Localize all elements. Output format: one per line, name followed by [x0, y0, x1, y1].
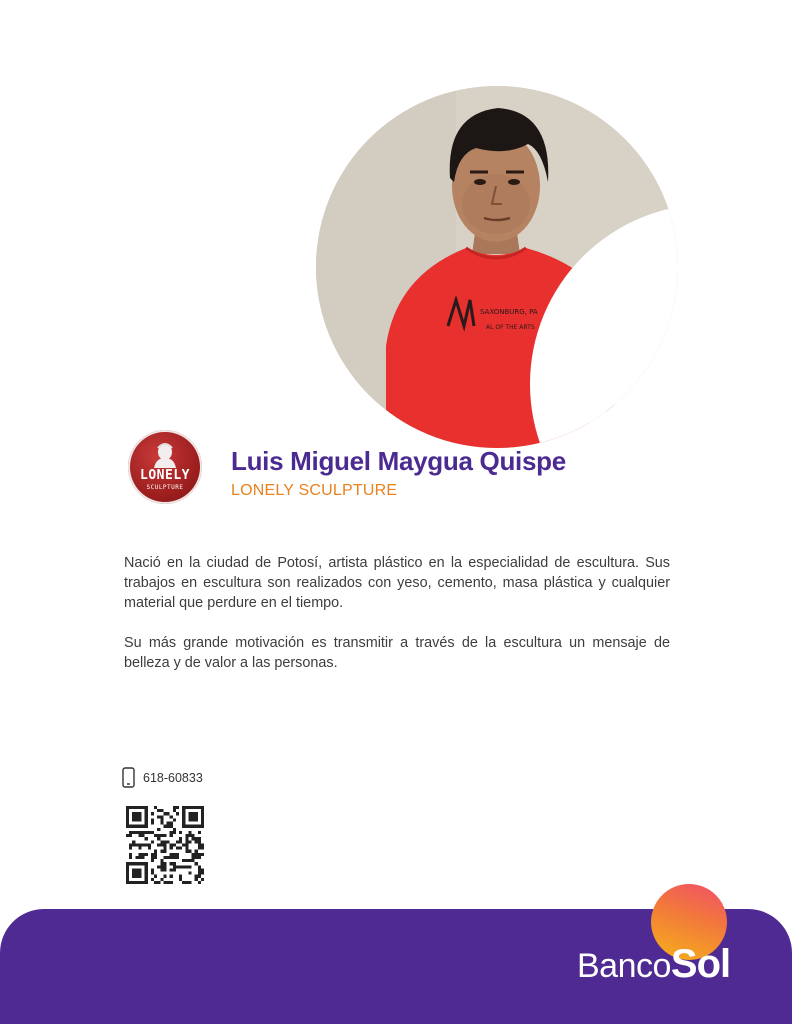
shirt-print-line-1: SAXONBURG, PA [480, 308, 538, 316]
brand-banco: Banco [577, 947, 671, 985]
bancosol-logo [577, 944, 730, 984]
qr-code-icon[interactable] [126, 806, 204, 884]
bust-icon [128, 430, 202, 504]
logo-text-sub: SCULPTURE [146, 484, 184, 491]
lonely-sculpture-logo [128, 430, 202, 504]
artist-bio [124, 553, 670, 693]
phone-contact [122, 767, 203, 788]
bio-paragraph-1: Nació en la ciudad de Potosí, artista plástico en la especialidad de escultura. Sus trabajos en escultura son realizados con yeso, cemento, masa plástica y cualquier material que perdure en el tiempo. [124, 555, 670, 611]
phone-number[interactable]: 618-60833 [143, 770, 203, 785]
portrait-photo [316, 86, 678, 448]
mobile-phone-icon [122, 767, 135, 788]
artist-name: Luis Miguel Maygua Quispe [231, 446, 566, 476]
artist-brand: LONELY SCULPTURE [231, 482, 398, 499]
brand-sol: Sol [670, 942, 731, 986]
logo-text-main: LONELY [140, 468, 190, 483]
shirt-print-line-2: AL OF THE ARTS [486, 324, 535, 331]
bio-paragraph-2: Su más grande motivación es transmitir a través de la escultura un mensaje de belleza y de valor a las personas. [124, 635, 670, 671]
